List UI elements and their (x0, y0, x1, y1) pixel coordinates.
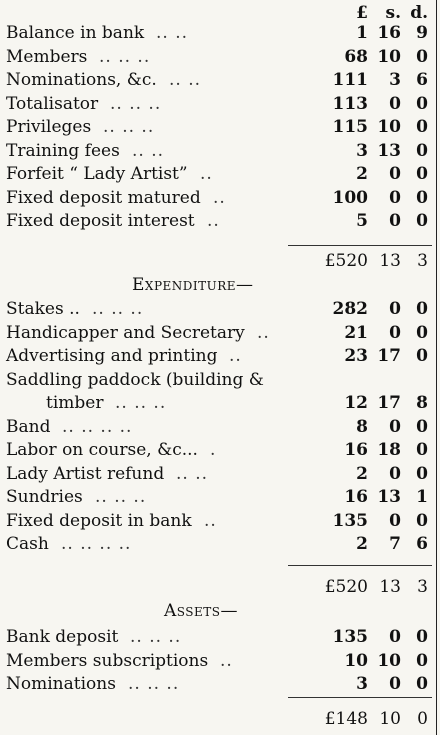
shillings-value: 17 (377, 346, 401, 366)
ledger-row (6, 486, 432, 509)
shillings-value: 13 (377, 140, 401, 161)
pence-value: 6 (416, 70, 428, 90)
pounds-value: 10 (344, 650, 368, 671)
leader-dots: .. .. (169, 70, 202, 90)
pence-value: 0 (416, 346, 428, 366)
ledger-row (6, 298, 432, 321)
shillings-value: 0 (389, 674, 401, 694)
pence-value: 0 (416, 93, 428, 114)
pence-value: 0 (416, 140, 428, 161)
expenditure-total-row (6, 576, 432, 599)
ledger-row (6, 369, 432, 392)
ledger-row (6, 345, 432, 368)
total-shillings: 13 (379, 251, 401, 271)
shillings-value: 0 (389, 322, 401, 343)
pounds-value: 3 (356, 674, 368, 694)
pounds-value: 135 (332, 510, 368, 531)
shillings-value: 0 (389, 510, 401, 531)
pence-value: 0 (416, 117, 428, 137)
expenditure-heading: Expenditure— (132, 275, 254, 295)
leader-dots: .. .. .. (115, 393, 167, 413)
total-pounds: £520 (324, 251, 368, 271)
pounds-value: 2 (356, 463, 368, 484)
shillings-value: 10 (377, 117, 401, 137)
item-label: Fixed deposit in bank (6, 510, 192, 531)
shillings-value: 13 (377, 487, 401, 507)
pence-value: 0 (416, 211, 428, 231)
item-label: Advertising and printing (6, 346, 218, 366)
pounds-value: 100 (332, 187, 368, 208)
shillings-value: 10 (377, 46, 401, 67)
pounds-value: 2 (356, 164, 368, 184)
item-label: Bank deposit (6, 627, 119, 647)
pence-value: 0 (416, 46, 428, 67)
pounds-value: 23 (344, 346, 368, 366)
ledger-row (6, 163, 432, 186)
assets-heading: Assets— (164, 601, 238, 621)
pounds-value: 3 (356, 140, 368, 161)
item-label: Training fees (6, 140, 120, 161)
receipts-total-row (6, 250, 432, 273)
shillings-value: 10 (377, 650, 401, 671)
shillings-value: 0 (389, 93, 401, 114)
item-label: timber (46, 393, 104, 413)
pounds-value: 2 (356, 534, 368, 554)
shillings-value: 17 (377, 393, 401, 413)
pence-value: 0 (416, 322, 428, 343)
item-label: Fixed deposit matured (6, 187, 201, 208)
pence-value: 0 (416, 674, 428, 694)
assets-total-row (6, 708, 432, 731)
ledger-row (6, 140, 432, 163)
pounds-value: 5 (356, 211, 368, 231)
item-label: Stakes .. (6, 299, 80, 319)
ledger-row (6, 650, 432, 673)
ledger-row (6, 416, 432, 439)
pounds-value: 16 (344, 487, 368, 507)
column-rule (436, 0, 438, 735)
pence-value: 0 (416, 650, 428, 671)
item-label: Forfeit “ Lady Artist” (6, 164, 188, 184)
pounds-header: £ (356, 3, 368, 23)
item-label: Band (6, 416, 51, 437)
pence-value: 0 (416, 510, 428, 531)
pence-value: 6 (416, 534, 428, 554)
total-shillings: 10 (379, 709, 401, 729)
pounds-value: 12 (344, 393, 368, 413)
pounds-value: 68 (344, 46, 368, 67)
item-label: Handicapper and Secretary (6, 322, 245, 343)
leader-dots: .. .. .. (110, 93, 162, 114)
pounds-value: 16 (344, 440, 368, 460)
item-label: Totalisator (6, 93, 99, 114)
ledger-row (6, 69, 432, 92)
pence-value: 9 (416, 23, 428, 43)
ledger-row (6, 510, 432, 533)
total-pounds: £148 (324, 709, 368, 729)
leader-dots: .. .. (176, 463, 209, 484)
ledger-row (6, 626, 432, 649)
leader-dots: . (210, 440, 217, 460)
total-pence: 3 (417, 251, 428, 271)
shillings-value: 0 (389, 299, 401, 319)
leader-dots: .. .. .. .. (61, 534, 132, 554)
item-label: Nominations, &c. (6, 70, 157, 90)
ledger-row (6, 46, 432, 69)
total-pence: 0 (417, 709, 428, 729)
pence-value: 8 (416, 393, 428, 413)
leader-dots: .. (207, 211, 220, 231)
pounds-value: 21 (344, 322, 368, 343)
pounds-value: 282 (332, 299, 368, 319)
shillings-value: 0 (389, 627, 401, 647)
pence-value: 0 (416, 440, 428, 460)
total-pence: 3 (417, 577, 428, 597)
leader-dots: .. .. .. (130, 627, 182, 647)
leader-dots: .. .. (132, 140, 165, 161)
leader-dots: .. .. .. (99, 46, 151, 67)
pence-value: 0 (416, 187, 428, 208)
pence-value: 0 (416, 299, 428, 319)
total-rule (288, 565, 432, 566)
item-label: Cash (6, 534, 49, 554)
ledger-row (6, 116, 432, 139)
item-label: Labor on course, &c... (6, 440, 198, 460)
leader-dots: .. .. .. (128, 674, 180, 694)
ledger-row (6, 533, 432, 556)
ledger-row (6, 392, 432, 415)
leader-dots: .. (220, 650, 233, 671)
ledger-row (6, 463, 432, 486)
pounds-value: 111 (332, 70, 368, 90)
ledger-row (6, 22, 432, 45)
leader-dots: .. (200, 164, 213, 184)
leader-dots: .. .. .. (95, 487, 147, 507)
shillings-value: 0 (389, 211, 401, 231)
shillings-value: 7 (389, 534, 401, 554)
ledger-row (6, 187, 432, 210)
pence-value: 0 (416, 463, 428, 484)
pounds-value: 113 (332, 93, 368, 114)
item-label: Nominations (6, 674, 116, 694)
pounds-value: 1 (356, 23, 368, 43)
pence-value: 0 (416, 164, 428, 184)
shillings-value: 0 (389, 164, 401, 184)
leader-dots: .. (257, 322, 270, 343)
total-rule (288, 245, 432, 246)
ledger-row (6, 322, 432, 345)
item-label: Privileges (6, 117, 92, 137)
item-label: Sundries (6, 487, 83, 507)
item-label: Fixed deposit interest (6, 211, 195, 231)
pence-value: 0 (416, 627, 428, 647)
shillings-value: 18 (377, 440, 401, 460)
ledger-row (6, 673, 432, 696)
shillings-value: 3 (389, 70, 401, 90)
shillings-value: 0 (389, 463, 401, 484)
pence-header: d. (410, 3, 428, 23)
pence-value: 1 (416, 487, 428, 507)
leader-dots: .. .. .. (103, 117, 155, 137)
shillings-value: 0 (389, 187, 401, 208)
total-rule (288, 697, 432, 698)
item-label: Members subscriptions (6, 650, 209, 671)
item-label: Saddling paddock (building & (6, 369, 264, 390)
item-label: Balance in bank (6, 23, 145, 43)
item-label: Lady Artist refund (6, 463, 165, 484)
shillings-value: 0 (389, 416, 401, 437)
ledger-row (6, 439, 432, 462)
leader-dots: .. (229, 346, 242, 366)
pounds-value: 115 (332, 117, 368, 137)
shillings-value: 16 (377, 23, 401, 43)
ledger-row (6, 210, 432, 233)
pounds-value: 135 (332, 627, 368, 647)
leader-dots: .. (204, 510, 217, 531)
leader-dots: .. (213, 187, 226, 208)
total-shillings: 13 (379, 577, 401, 597)
total-pounds: £520 (324, 577, 368, 597)
pounds-value: 8 (356, 416, 368, 437)
item-label: Members (6, 46, 88, 67)
leader-dots: .. .. .. (92, 299, 144, 319)
ledger-row (6, 93, 432, 116)
shillings-header: s. (385, 3, 401, 23)
leader-dots: .. .. .. .. (62, 416, 133, 437)
leader-dots: .. .. (156, 23, 189, 43)
pence-value: 0 (416, 416, 428, 437)
